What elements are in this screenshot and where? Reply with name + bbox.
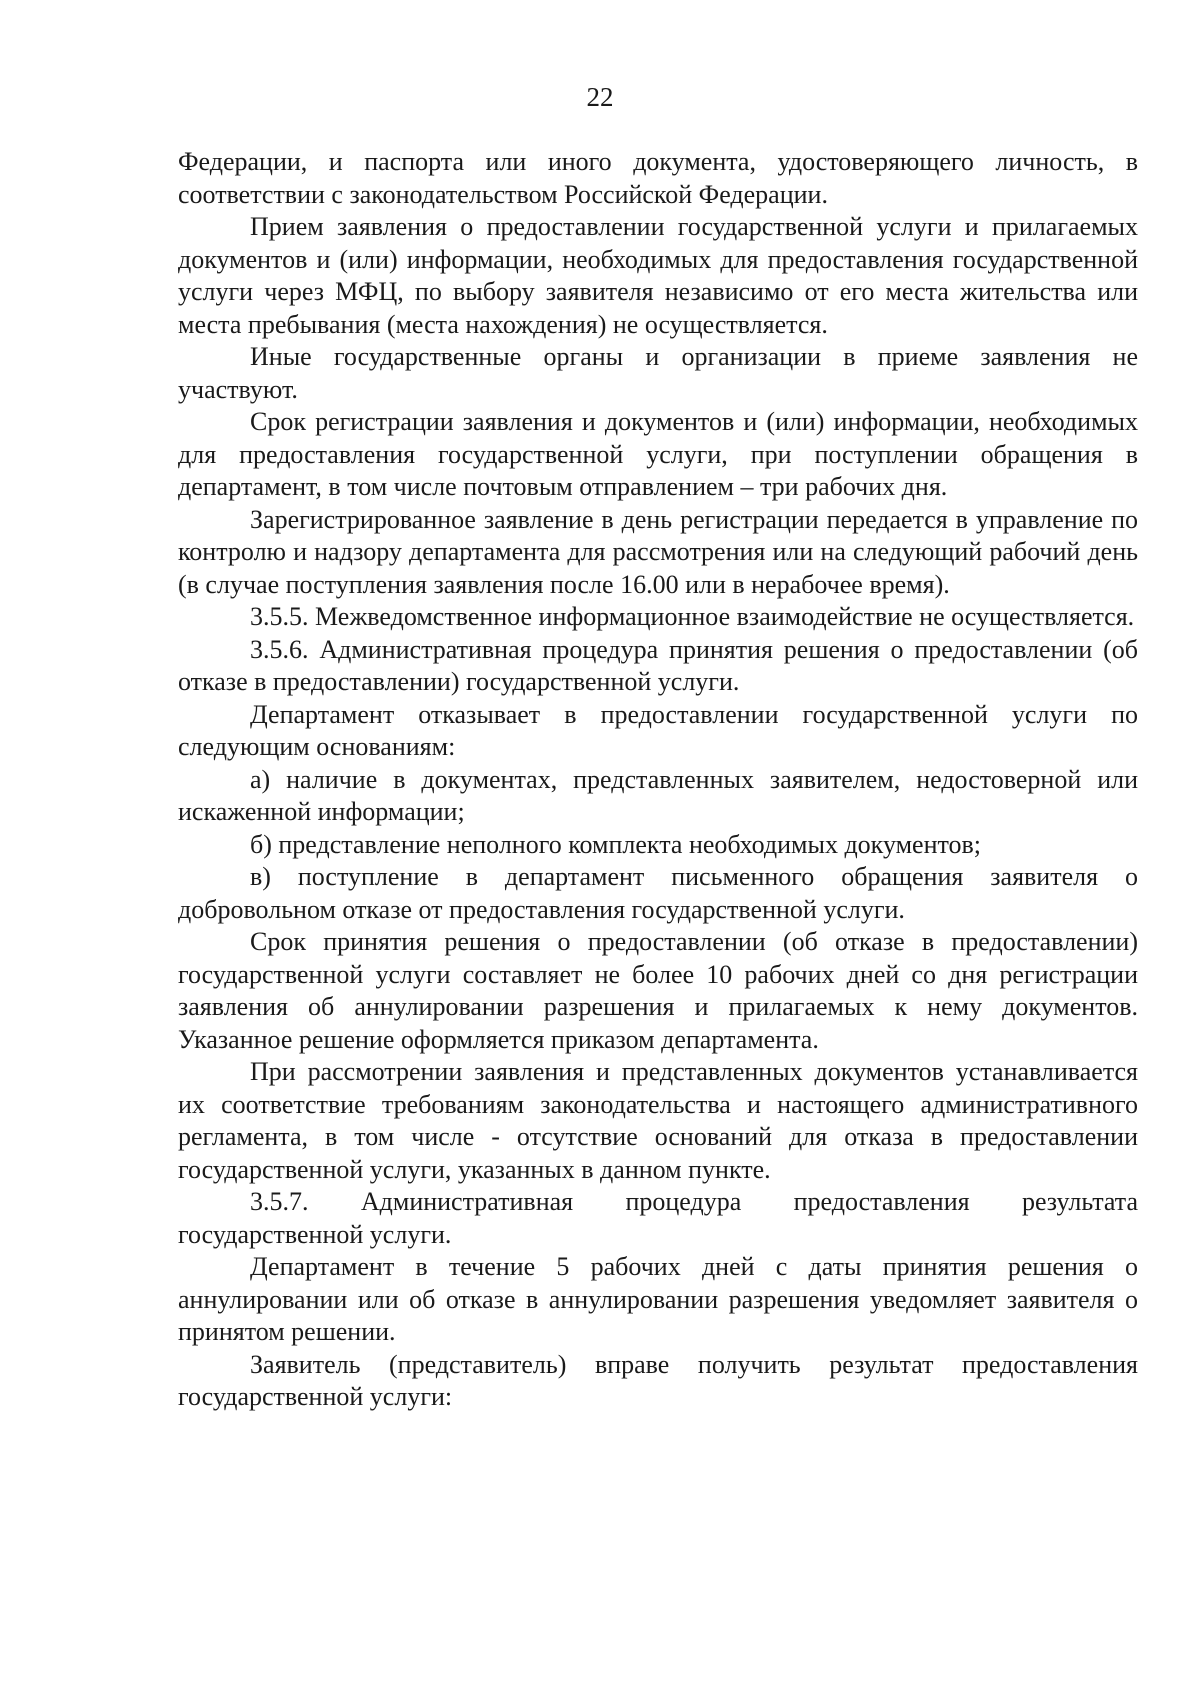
paragraph: Федерации, и паспорта или иного документа, удостоверяющего личность, в соответствии с законодательством Российской Федерации. [178,147,1138,209]
list-item: а) наличие в документах, представленных заявителем, недостоверной или искаженной информации; [178,764,1138,826]
page-number: 22 [586,82,614,112]
list-item: в) поступление в департамент письменного обращения заявителя о добровольном отказе от предоставления государственной услуги. [178,862,1138,924]
paragraph: 3.5.5. Межведомственное информационное взаимодействие не осуществляется. [250,602,1135,631]
paragraph: Иные государственные органы и организации в приеме заявления не участвуют. [178,342,1138,404]
paragraph: Департамент отказывает в предоставлении государственной услуги по следующим основаниям: [178,699,1138,761]
paragraph: Срок принятия решения о предоставлении (об отказе в предоставлении) государственной услуги составляет не более 10 рабочих дней со дня регистрации заявления об аннулировании разрешения и прилагаемых к нему документов. Указанное решение оформляется приказом департамента. [178,927,1138,1054]
paragraph: Срок регистрации заявления и документов и (или) информации, необходимых для предоставления государственной услуги, при поступлении обращения в департамент, в том числе почтовым отправлением – три рабочих дня. [178,407,1138,501]
document-body [178,146,1138,1414]
paragraph: 3.5.7. Административная процедура предоставления результата государственной услуги. [178,1187,1138,1249]
list-item: б) представление неполного комплекта необходимых документов; [250,829,982,859]
paragraph: 3.5.6. Административная процедура принятия решения о предоставлении (об отказе в предоставлении) государственной услуги. [178,634,1138,696]
paragraph: При рассмотрении заявления и представленных документов устанавливается их соответствие требованиям законодательства и настоящего административного регламента, в том числе - отсутствие оснований для отказа в предоставлении государственной услуги, указанных в данном пункте. [178,1057,1138,1184]
paragraph: Департамент в течение 5 рабочих дней с даты принятия решения о аннулировании или об отказе в аннулировании разрешения уведомляет заявителя о принятом решении. [178,1252,1138,1346]
paragraph: Заявитель (представитель) вправе получить результат предоставления государственной услуги: [178,1349,1138,1411]
paragraph: Прием заявления о предоставлении государственной услуги и прилагаемых документов и (или) информации, необходимых для предоставления государственной услуги через МФЦ, по выбору заявителя независимо от его места жительства или места пребывания (места нахождения) не осуществляется. [178,212,1138,339]
paragraph: Зарегистрированное заявление в день регистрации передается в управление по контролю и надзору департамента для рассмотрения или на следующий рабочий день (в случае поступления заявления после 16.00 или в нерабочее время). [178,504,1138,599]
